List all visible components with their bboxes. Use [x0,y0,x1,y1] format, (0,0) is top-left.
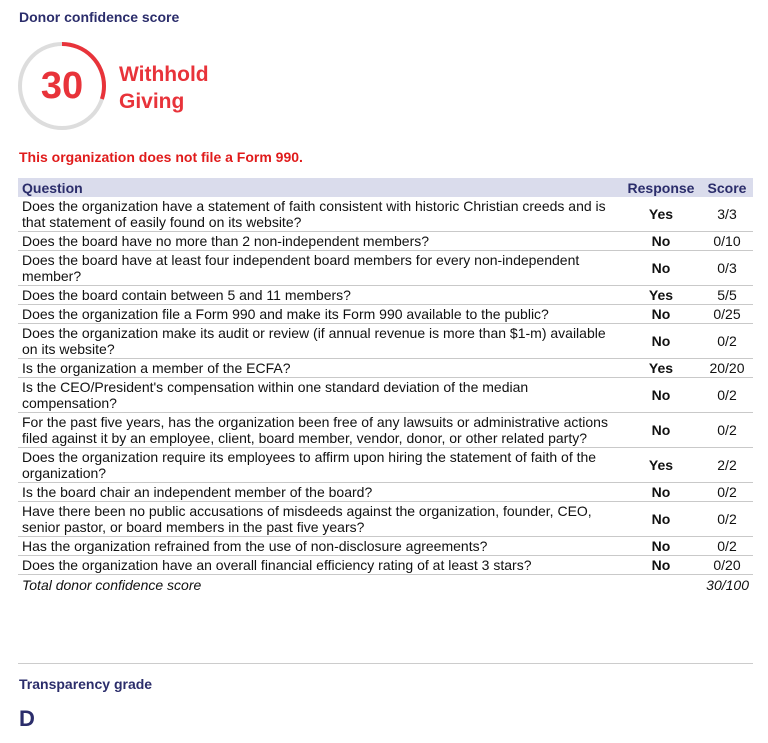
table-row [18,359,753,378]
questions-table [18,178,753,594]
score-label: Withhold Giving [119,63,209,113]
question-cell: Has the organization refrained from the use of non-disclosure agreements? [18,537,621,556]
table-row [18,305,753,324]
donor-confidence-title: Donor confidence score [19,9,180,25]
score-value: 30 [40,65,84,107]
response-cell: No [621,556,701,575]
total-score: 30/100 [706,577,749,593]
question-cell: Does the board have at least four independent board members for every non-independent member? [18,251,621,286]
response-cell: No [621,483,701,502]
score-cell: 2/2 [701,448,753,483]
score-cell: 20/20 [701,359,753,378]
total-label: Total donor confidence score [22,577,202,593]
score-cell: 0/10 [701,232,753,251]
score-cell: 0/2 [701,378,753,413]
response-cell: No [621,251,701,286]
score-header: Score [701,178,753,197]
table-row [18,448,753,483]
question-cell: Does the organization have a statement of faith consistent with historic Christian creeds and is that statement of easily found on its website? [18,197,621,232]
response-cell: No [621,305,701,324]
question-cell: Does the organization have an overall financial efficiency rating of at least 3 stars? [18,556,621,575]
score-cell: 0/3 [701,251,753,286]
score-cell: 0/25 [701,305,753,324]
question-cell: Does the organization file a Form 990 and make its Form 990 available to the public? [18,305,621,324]
response-cell: No [621,502,701,537]
question-cell: Does the board contain between 5 and 11 members? [18,286,621,305]
table-row [18,286,753,305]
total-response-cell [621,575,701,595]
table-row [18,483,753,502]
question-header: Question [18,178,621,197]
total-row [18,575,753,595]
table-row [18,378,753,413]
score-cell: 5/5 [701,286,753,305]
transparency-grade: D [19,706,35,731]
score-cell: 0/2 [701,502,753,537]
question-cell: Does the organization make its audit or review (if annual revenue is more than $1-m) available on its website? [18,324,621,359]
table-header-row [18,178,753,197]
score-cell: 3/3 [701,197,753,232]
score-cell: 0/2 [701,483,753,502]
form-990-warning: This organization does not file a Form 990. [19,149,303,165]
table-row [18,537,753,556]
response-cell: Yes [621,448,701,483]
table-row [18,232,753,251]
table-row [18,502,753,537]
score-cell: 0/20 [701,556,753,575]
question-cell: Have there been no public accusations of misdeeds against the organization, founder, CEO, senior pastor, or board members in the past five years? [18,502,621,537]
question-cell: Does the board have no more than 2 non-independent members? [18,232,621,251]
response-cell: No [621,232,701,251]
question-cell: For the past five years, has the organization been free of any lawsuits or administrative actions filed against it by an employee, client, board member, vendor, donor, or other related party? [18,413,621,448]
response-cell: Yes [621,359,701,378]
table-row [18,413,753,448]
question-cell: Does the organization require its employees to affirm upon hiring the statement of faith of the organization? [18,448,621,483]
response-cell: No [621,537,701,556]
score-cell: 0/2 [701,413,753,448]
response-cell: No [621,324,701,359]
response-cell: No [621,413,701,448]
score-cell: 0/2 [701,537,753,556]
transparency-title: Transparency grade [19,676,153,692]
response-header: Response [621,178,701,197]
response-cell: No [621,378,701,413]
table-row [18,197,753,232]
section-divider [18,663,753,664]
response-cell: Yes [621,197,701,232]
table-row [18,251,753,286]
response-cell: Yes [621,286,701,305]
table-row [18,324,753,359]
table-row [18,556,753,575]
question-cell: Is the organization a member of the ECFA? [18,359,621,378]
score-cell: 0/2 [701,324,753,359]
question-cell: Is the CEO/President's compensation within one standard deviation of the median compensation? [18,378,621,413]
question-cell: Is the board chair an independent member of the board? [18,483,621,502]
